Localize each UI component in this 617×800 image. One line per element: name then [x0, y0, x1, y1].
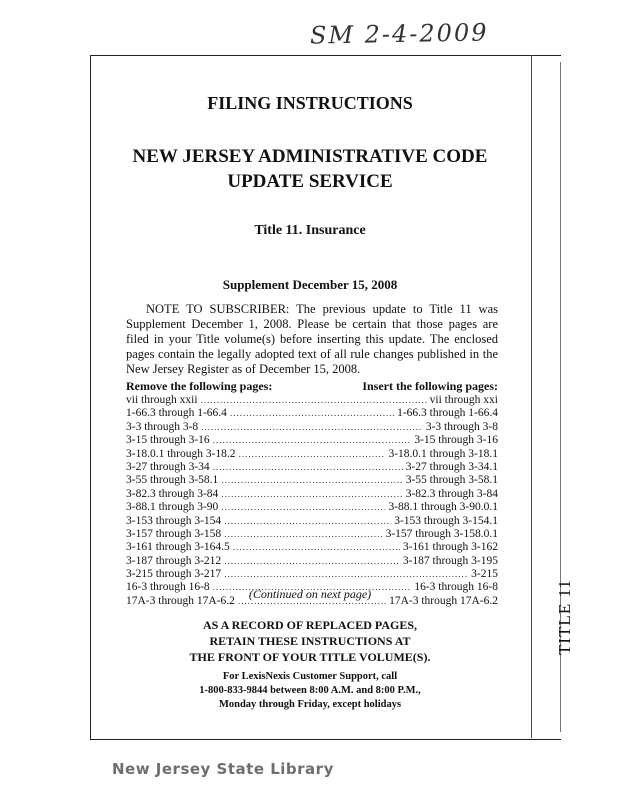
remove-pages-cell: 3-55 through 3-58.1: [126, 474, 219, 487]
dot-leader: [224, 528, 382, 541]
remove-pages-cell: 1-66.3 through 1-66.4: [126, 407, 227, 420]
dot-leader: [224, 568, 468, 581]
dot-leader: [224, 555, 400, 568]
remove-pages-cell: 3-153 through 3-154: [126, 514, 222, 527]
supplement-date: Supplement December 15, 2008: [222, 277, 398, 292]
remove-pages-cell: 3-15 through 3-16: [126, 434, 210, 447]
record-instructions: [90, 617, 530, 665]
table-row: [126, 474, 498, 487]
remove-pages-cell: 3-18.0.1 through 3-18.2: [126, 447, 236, 460]
record-line: THE FRONT OF YOUR TITLE VOLUME(S).: [189, 650, 431, 664]
remove-pages-cell: 16-3 through 16-8: [126, 581, 210, 594]
dot-leader: [221, 488, 402, 501]
remove-pages-cell: vii through xxii: [126, 394, 198, 406]
insert-pages-cell: 3-153 through 3-154.1: [394, 514, 498, 527]
title-subject: Title 11. Insurance: [254, 223, 366, 238]
insert-pages-cell: 1-66.3 through 1-66.4: [397, 407, 498, 420]
insert-pages-cell: 3-215: [471, 568, 498, 581]
support-line: Monday through Friday, except holidays: [218, 699, 402, 710]
remove-pages-cell: 17A-3 through 17A-6.2: [126, 594, 235, 607]
dot-leader: [213, 461, 403, 474]
dot-leader: [239, 448, 386, 461]
table-row: [126, 421, 498, 434]
tab-divider-line: [531, 55, 532, 738]
filing-instructions-heading: FILING INSTRUCTIONS: [207, 93, 413, 113]
table-row: [126, 555, 498, 568]
subscriber-note: [126, 302, 498, 377]
library-stamp: New Jersey State Library: [112, 760, 334, 778]
insert-pages-cell: 16-3 through 16-8: [414, 581, 498, 594]
remove-pages-header: Remove the following pages:: [126, 379, 273, 393]
table-row: [126, 461, 498, 474]
pages-table: [126, 394, 498, 608]
table-row: [126, 541, 498, 554]
remove-pages-cell: 3-187 through 3-212: [126, 554, 222, 567]
subscriber-note-text: NOTE TO SUBSCRIBER: The previous update to Title 11 was Supplement December 1, 2008. Please be certain that those pages are filed in your Title volume(s) before inserting this update. The enclosed pages contain the legally adopted text of all rule changes published in the New Jersey Register as of December 15, 2008.: [126, 302, 498, 376]
code-title-line1: NEW JERSEY ADMINISTRATIVE CODE: [132, 146, 488, 167]
insert-pages-cell: 17A-3 through 17A-6.2: [389, 594, 498, 607]
customer-support-info: [90, 670, 530, 712]
dot-leader: [221, 474, 402, 487]
insert-pages-cell: 3-27 through 3-34.1: [405, 460, 498, 473]
pages-table-header: [126, 379, 498, 394]
insert-pages-cell: 3-18.0.1 through 3-18.1: [388, 447, 498, 460]
dot-leader: [201, 421, 423, 434]
table-row: [126, 407, 498, 420]
dot-leader: [224, 515, 391, 528]
remove-pages-cell: 3-3 through 3-8: [126, 420, 199, 433]
handwritten-date-note: SM 2-4-2009: [309, 18, 489, 50]
insert-pages-cell: vii through xxi: [429, 394, 498, 406]
insert-pages-cell: 3-161 through 3-162: [402, 541, 498, 554]
dot-leader: [201, 394, 427, 407]
continued-note: (Continued on next page): [248, 587, 372, 601]
support-line: For LexisNexis Customer Support, call: [222, 671, 398, 682]
remove-pages-cell: 3-157 through 3-158: [126, 527, 222, 540]
record-line: AS A RECORD OF REPLACED PAGES,: [202, 618, 418, 632]
table-row: [126, 515, 498, 528]
table-row: [126, 501, 498, 514]
insert-pages-cell: 3-88.1 through 3-90.0.1: [388, 501, 498, 514]
insert-pages-cell: 3-15 through 3-16: [414, 434, 498, 447]
remove-pages-cell: 3-88.1 through 3-90: [126, 501, 219, 514]
record-line: RETAIN THESE INSTRUCTIONS AT: [209, 634, 411, 648]
side-tab-label: TITLE 11: [555, 579, 574, 655]
dot-leader: [233, 541, 400, 554]
insert-pages-header: Insert the following pages:: [362, 379, 498, 393]
insert-pages-cell: 3-157 through 3-158.0.1: [385, 527, 498, 540]
table-row: [126, 528, 498, 541]
support-line: 1-800-833-9844 between 8:00 A.M. and 8:00 P.M.,: [199, 685, 421, 696]
table-row: [126, 448, 498, 461]
insert-pages-cell: 3-3 through 3-8: [425, 420, 498, 433]
remove-pages-cell: 3-161 through 3-164.5: [126, 541, 230, 554]
remove-pages-cell: 3-215 through 3-217: [126, 568, 222, 581]
insert-pages-cell: 3-55 through 3-58.1: [405, 474, 498, 487]
table-row: [126, 488, 498, 501]
table-row: [126, 434, 498, 447]
remove-pages-cell: 3-82.3 through 3-84: [126, 487, 219, 500]
remove-pages-cell: 3-27 through 3-34: [126, 460, 210, 473]
code-title-line2: UPDATE SERVICE: [227, 171, 393, 192]
insert-pages-cell: 3-82.3 through 3-84: [405, 487, 498, 500]
dot-leader: [230, 407, 394, 420]
dot-leader: [213, 434, 412, 447]
table-row: [126, 568, 498, 581]
dot-leader: [221, 501, 385, 514]
table-row: [126, 394, 498, 407]
insert-pages-cell: 3-187 through 3-195: [402, 554, 498, 567]
